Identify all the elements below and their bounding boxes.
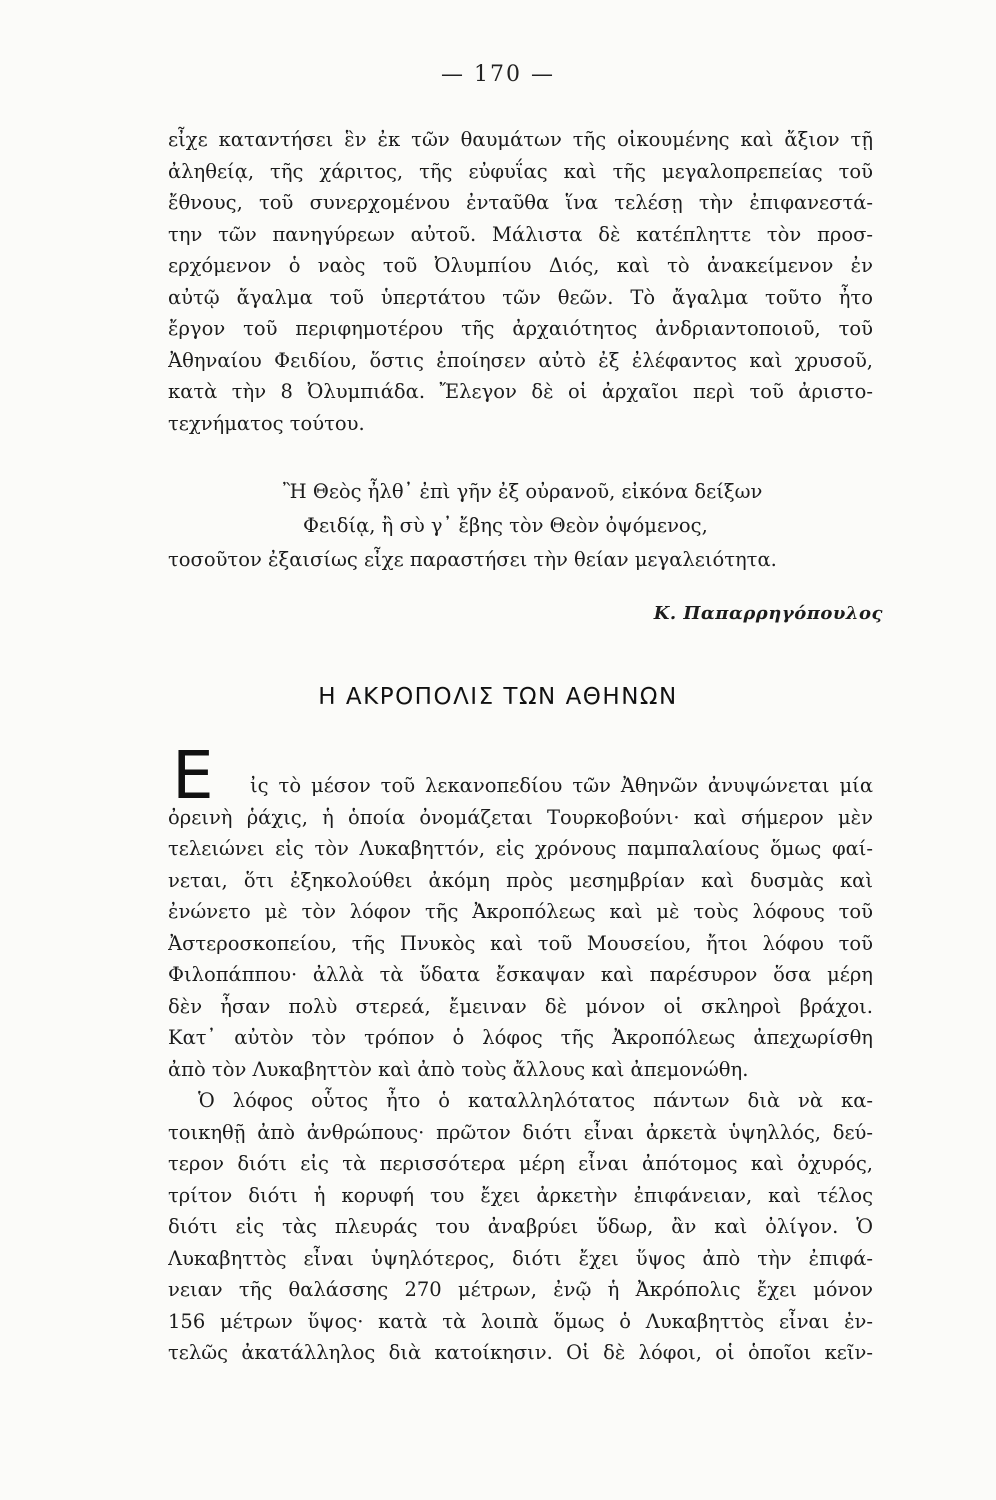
text-line: Λυκαβηττὸς εἶναι ὑψηλότερος, διότι ἔχει ὕψος ἀπὸ τὴν ἐπιφά- xyxy=(168,1246,873,1270)
author-signature: Κ. Παπαρρηγόπουλος xyxy=(653,603,883,624)
text-line: Φιλοπάππου· ἀλλὰ τὰ ὕδατα ἔσκαψαν καὶ παρέσυρον ὅσα μέρη xyxy=(168,963,873,986)
section-body xyxy=(168,770,873,1369)
text-line: τοικηθῇ ἀπὸ ἀνθρώπους· πρῶτον διότι εἶναι ἀρκετὰ ὑψηλλός, δεύ- xyxy=(168,1120,873,1144)
text-line: την τῶν πανηγύρεων αὐτοῦ. Μάλιστα δὲ κατέπληττε τὸν προσ- xyxy=(168,222,873,246)
section-heading: Η ΑΚΡΟΠΟΛΙΣ ΤΩΝ ΑΘΗΝΩΝ xyxy=(318,684,678,710)
text-line: ἀληθείᾳ, τῆς χάριτος, τῆς εὐφυΐας καὶ τῆς μεγαλοπρεπείας τοῦ xyxy=(168,159,873,183)
drop-cap: Ε xyxy=(172,737,214,814)
text-line: τερον διότι εἰς τὰ περισσότερα μέρη εἶναι ἀπότομος καὶ ὀχυρός, xyxy=(168,1152,873,1175)
text-line: δὲν ἦσαν πολὺ στερεά, ἔμειναν δὲ μόνον οἱ σκληροὶ βράχοι. xyxy=(168,994,873,1018)
text-line: Ὁ λόφος οὗτος ἦτο ὁ καταλληλότατος πάντων διὰ νὰ κα- xyxy=(198,1089,873,1112)
text-line: αὐτῷ ἄγαλμα τοῦ ὑπερτάτου τῶν θεῶν. Τὸ ἄγαλμα τοῦτο ἦτο xyxy=(168,285,873,309)
text-line: τελῶς ἀκατάλληλος διὰ κατοίκησιν. Οἱ δὲ λόφοι, οἱ ὁποῖοι κεῖν- xyxy=(168,1341,873,1364)
text-line: τρίτον διότι ἡ κορυφή του ἔχει ἀρκετὴν ἐπιφάνειαν, καὶ τέλος xyxy=(168,1183,873,1207)
text-line: ἔθνους, τοῦ συνερχομένου ἐνταῦθα ἵνα τελέσῃ τὴν ἐπιφανεστά- xyxy=(168,191,873,214)
text-line: ἀπὸ τὸν Λυκαβηττὸν καὶ ἀπὸ τοὺς ἄλλους καὶ ἀπεμονώθη. xyxy=(168,1057,749,1081)
text-line: νεται, ὅτι ἐξηκολούθει ἀκόμη πρὸς μεσημβρίαν καὶ δυσμὰς καὶ xyxy=(168,868,873,892)
text-line: Ἀστεροσκοπείου, τῆς Πνυκὸς καὶ τοῦ Μουσείου, ἤτοι λόφου τοῦ xyxy=(168,931,873,955)
text-line: ὀρεινὴ ῥάχις, ἡ ὁποία ὀνομάζεται Τουρκοβούνι· καὶ σήμερον μὲν xyxy=(168,805,873,829)
continuation-paragraph xyxy=(168,124,873,439)
text-line: ἰς τὸ μέσον τοῦ λεκανοπεδίου τῶν Ἀθηνῶν ἀνυψώνεται μία xyxy=(250,774,873,797)
verse-quote xyxy=(168,475,873,577)
text-line: τελειώνει εἰς τὸν Λυκαβηττόν, εἰς χρόνους παμπαλαίους ὅμως φαί- xyxy=(168,837,873,860)
text-line: ἐνώνετο μὲ τὸν λόφον τῆς Ἀκροπόλεως καὶ μὲ τοὺς λόφους τοῦ xyxy=(168,900,873,923)
text-line: νειαν τῆς θαλάσσης 270 μέτρων, ἐνῷ ἡ Ἀκρόπολις ἔχει μόνον xyxy=(168,1278,873,1301)
text-line: διότι εἰς τὰς πλευράς του ἀναβρύει ὕδωρ, ἂν καὶ ὀλίγον. Ὁ xyxy=(168,1215,873,1238)
text-line: εἶχε καταντήσει ἓν ἐκ τῶν θαυμάτων τῆς οἰκουμένης καὶ ἄξιον τῇ xyxy=(168,128,873,151)
text-line: Ἀθηναίου Φειδίου, ὅστις ἐποίησεν αὐτὸ ἐξ ἐλέφαντος καὶ χρυσοῦ, xyxy=(168,348,873,372)
text-line: ερχόμενον ὁ ναὸς τοῦ Ὀλυμπίου Διός, καὶ τὸ ἀνακείμενον ἐν xyxy=(168,254,873,277)
text-line: κατὰ τὴν 8 Ὀλυμπιάδα. Ἔλεγον δὲ οἱ ἀρχαῖοι περὶ τοῦ ἀριστο- xyxy=(168,380,873,403)
text-line: Κατ᾿ αὐτὸν τὸν τρόπον ὁ λόφος τῆς Ἀκροπόλεως ἀπεχωρίσθη xyxy=(168,1026,873,1049)
text-line: 156 μέτρων ὕψος· κατὰ τὰ λοιπὰ ὅμως ὁ Λυκαβηττὸς εἶναι ἐν- xyxy=(168,1309,873,1333)
verse-closing-line: τοσοῦτον ἐξαισίως εἶχε παραστήσει τὴν θείαν μεγαλειότητα. xyxy=(168,548,777,571)
text-line: ἔργον τοῦ περιφημοτέρου τῆς ἀρχαιότητος ἀνδριαντοποιοῦ, τοῦ xyxy=(168,317,873,340)
page-number: — 170 — xyxy=(441,62,555,87)
verse-line: Φειδίᾳ, ἢ σὺ γ᾿ ἔβης τὸν Θεὸν ὀψόμενος, xyxy=(303,514,708,537)
verse-line: Ἢ Θεὸς ἦλθ᾿ ἐπὶ γῆν ἐξ οὐρανοῦ, εἰκόνα δείξων xyxy=(283,480,763,503)
text-line: τεχνήματος τούτου. xyxy=(168,411,365,435)
